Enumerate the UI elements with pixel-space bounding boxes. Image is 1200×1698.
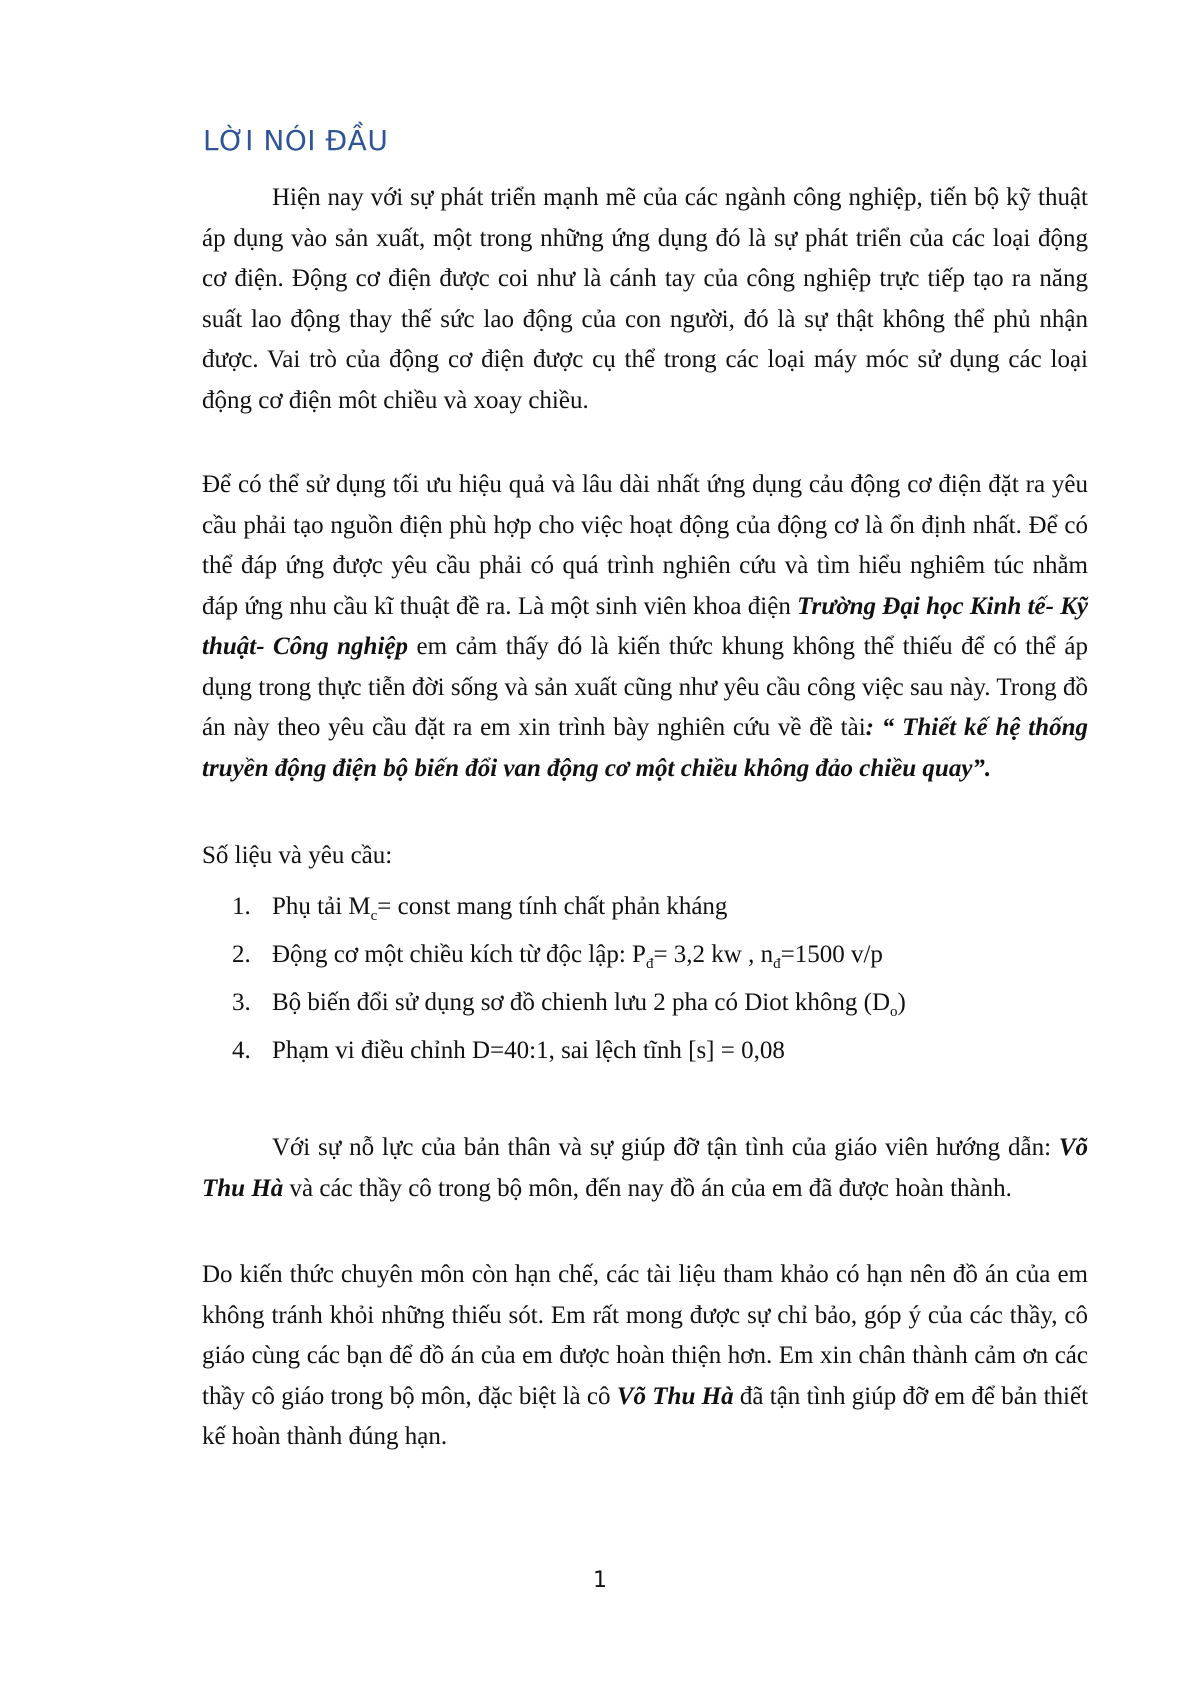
- list-item-text: ): [897, 989, 906, 1016]
- paragraph-purpose-text-2: em cảm thấy đó là kiến thức khung không thể thiếu để có thể áp dụng trong thực tiễn đời sống và sản xuất cũng như yêu cầu công việc sau này. Trong đồ án này theo yêu cầu đặt ra em xin trình bày nghiên cứu về đề tài: [202, 633, 1089, 741]
- list-item: [232, 983, 906, 1031]
- list-item: [232, 887, 906, 935]
- teacher-name: Võ Thu Hà: [616, 1382, 734, 1410]
- project-topic: : “ Thiết kế hệ thống truyền động điện bộ biến đổi van động cơ một chiều không đảo chiều quay”.: [202, 714, 1088, 782]
- subscript: o: [890, 1004, 898, 1020]
- list-item: [232, 1031, 906, 1079]
- subscript: đ: [645, 956, 654, 972]
- paragraph-intro: Hiện nay với sự phát triển mạnh mẽ của các ngành công nghiệp, tiến bộ kỹ thuật áp dụng vào sản xuất, một trong những ứng dụng đó là sự phát triển của các loại động cơ điện. Động cơ điện được coi như là cánh tay của công nghiệp trực tiếp tạo ra năng suất lao động thay thế sức lao động của con người, đó là sự thật không thể phủ nhận được. Vai trò của động cơ điện được cụ thể trong các loại máy móc sử dụng các loại động cơ điện môt chiều và xoay chiều.: [202, 184, 1088, 414]
- paragraph-ack-text-2: và các thầy cô trong bộ môn, đến nay đồ án của em đã được hoàn thành.: [283, 1174, 1012, 1202]
- list-item-text: =1500 v/p: [780, 941, 883, 968]
- paragraph-purpose: [202, 465, 1088, 789]
- list-item: [232, 935, 906, 983]
- list-item-text: Phạm vi điều chỉnh D=40:1, sai lệch tĩnh [s] = 0,08: [272, 1037, 785, 1064]
- list-item-number: 1.: [232, 893, 251, 920]
- specs-list: [232, 887, 906, 1079]
- page-number: 1: [593, 1568, 607, 1593]
- paragraph-closing-text-2: đã tận tình giúp đỡ em để bản thiết kế hoàn thành đúng hạn.: [202, 1382, 1089, 1450]
- list-item-text: Phụ tải M: [272, 893, 371, 920]
- list-item-number: 2.: [232, 941, 251, 968]
- paragraph-ack-text-1: Với sự nỗ lực của bản thân và sự giúp đỡ tận tình của giáo viên hướng dẫn:: [272, 1134, 1059, 1161]
- paragraph-purpose-text-1: Để có thể sử dụng tối ưu hiệu quả và lâu dài nhất ứng dụng cảu động cơ điện đặt ra yêu cầu phải tạo nguồn điện phù hợp cho việc hoạt động của động cơ là ổn định nhất. Để có thể đáp ứng được yêu cầu phải có quá trình nghiên cứu và tìm hiểu nghiêm túc nhằm đáp ứng nhu cầu kĩ thuật đề ra. Là một sinh viên khoa điện: [202, 471, 1088, 620]
- list-item-text: Bộ biến đổi sử dụng sơ đồ chienh lưu 2 pha có Diot không (D: [272, 989, 891, 1016]
- paragraph-closing: [202, 1255, 1088, 1458]
- list-item-number: 3.: [232, 989, 251, 1016]
- list-item-text: Động cơ một chiều kích từ độc lập: P: [272, 941, 646, 968]
- page-title: LỜI NÓI ĐẦU: [203, 124, 389, 157]
- list-item-text: = const mang tính chất phản kháng: [377, 893, 728, 920]
- paragraph-acknowledgement: [202, 1128, 1088, 1209]
- subscript: c: [370, 908, 378, 924]
- school-name: Trường Đại học Kinh tế- Kỹ thuật- Công nghiệp: [202, 592, 1088, 660]
- list-item-text: = 3,2 kw , n: [653, 941, 774, 968]
- specs-heading: Số liệu và yêu cầu:: [202, 842, 393, 869]
- list-item-number: 4.: [232, 1037, 251, 1064]
- paragraph-closing-text-1: Do kiến thức chuyên môn còn hạn chế, các tài liệu tham khảo có hạn nên đồ án của em không tránh khỏi những thiếu sót. Em rất mong được sự chỉ bảo, góp ý của các thầy, cô giáo cùng các bạn để đồ án của em được hoàn thiện hơn. Em xin chân thành cảm ơn các thầy cô giáo trong bộ môn, đặc biệt là cô: [202, 1261, 1088, 1410]
- teacher-name: Võ Thu Hà: [202, 1134, 1088, 1202]
- subscript: đ: [773, 956, 781, 972]
